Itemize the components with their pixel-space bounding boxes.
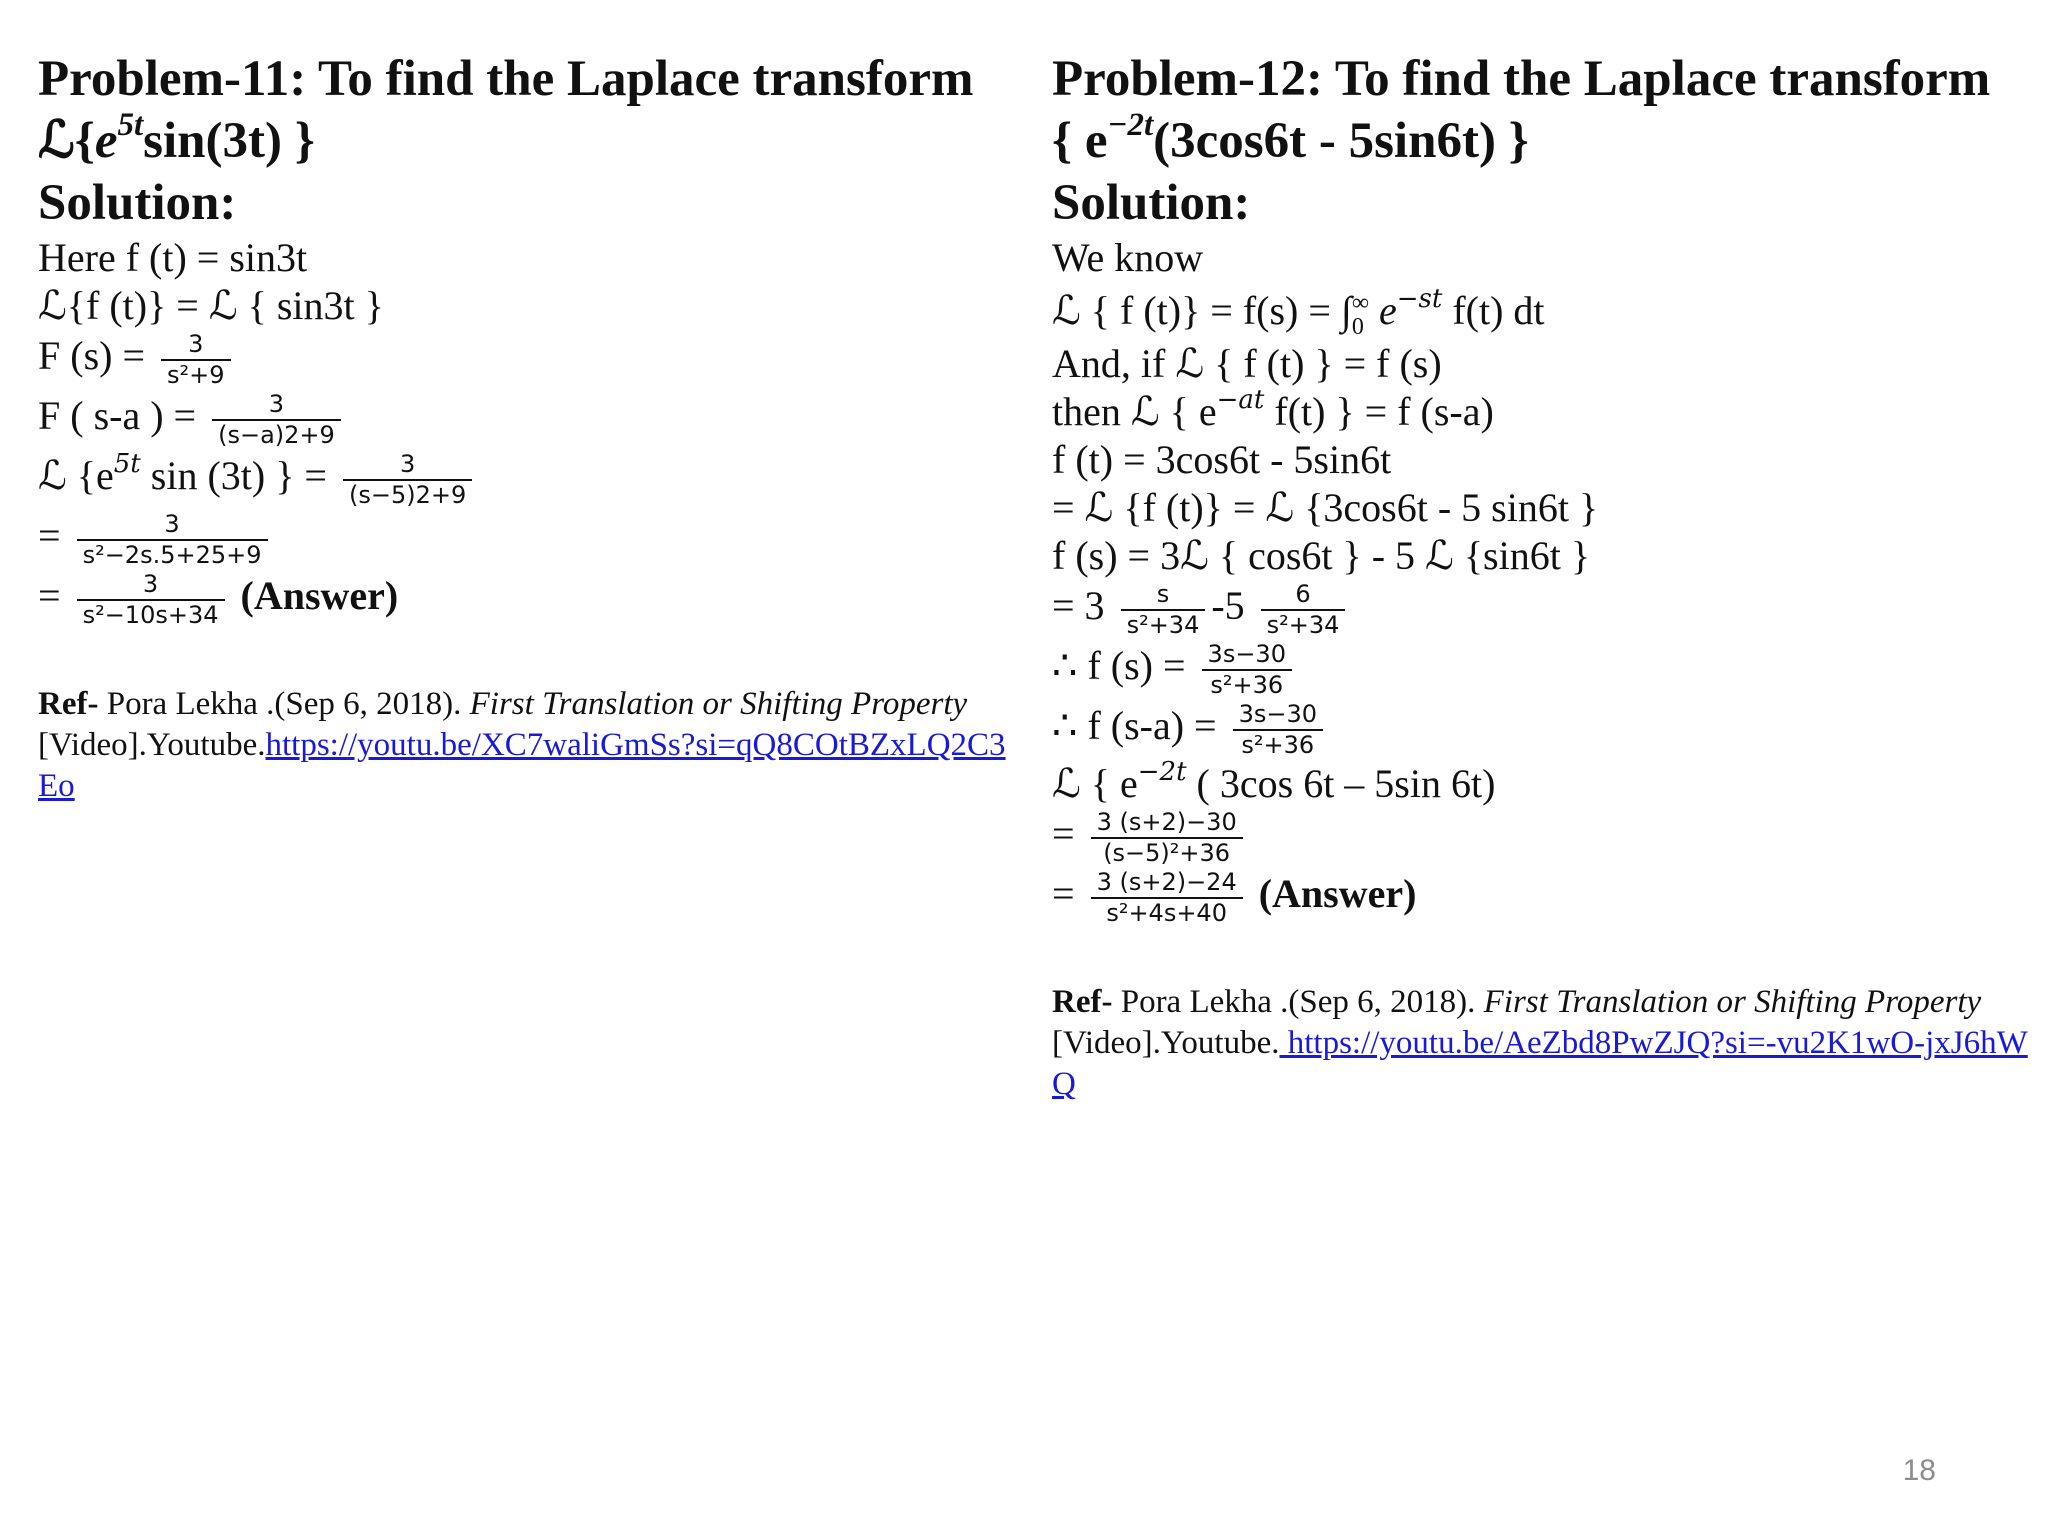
problem-11-section: [38, 48, 1018, 807]
reference-link[interactable]: https://youtu.be/XC7waliGmSs?si=qQ8COtBZxLQ2C3Eo: [38, 727, 1006, 804]
step-line: ℒ { f (t)} = f(s) = ∫ ∞ 0 $e^{-st}$ f(t) dt: [1052, 284, 1545, 340]
step-line: = 3 $\frac{s}{\text{s²+34}}$ -5 $\frac{6}{\text{s²+34}}$: [1052, 580, 2032, 640]
solution-label: Solution:: [38, 175, 237, 231]
step-line: ∴ f (s-a) = $\frac{3s-30}{\text{s²+36}}$: [1052, 700, 2032, 760]
problem-12-section: [1052, 48, 2032, 1105]
reference: Ref- Pora Lekha .(Sep 6, 2018). First Translation or Shifting Property [Video].Youtube.https://youtu.be/XC7waliGmSs?si=qQ8COtBZxLQ2C3Eo: [38, 686, 1006, 804]
answer-label: (Answer): [240, 573, 399, 619]
reference-link[interactable]: https://youtu.be/AeZbd8PwZJQ?si=-vu2K1wO-jxJ6hWQ: [1052, 1025, 2028, 1102]
problem-12-title: Problem-12: To find the Laplace transform: [1052, 51, 1991, 107]
step-line: ℒ { $e^{-2t}$ ( 3cos 6t – 5sin 6t): [1052, 757, 1496, 806]
step-line: ℒ{f (t)} = ℒ { sin3t }: [38, 283, 384, 328]
problem-11-expression: $ℒ\{e^{5t}\sin(3t)$ }: [38, 107, 315, 169]
page-number: 18: [1902, 1454, 1936, 1487]
reference: Ref- Pora Lekha .(Sep 6, 2018). First Translation or Shifting Property [Video].Youtube. https://youtu.be/AeZbd8PwZJQ?si=-vu2K1wO-jxJ6hWQ: [1052, 984, 2028, 1102]
step-line: = $\frac{3}{\text{s²−2s.5+25+9}}$: [38, 510, 1018, 570]
fraction: $\frac{3}{\text{s²−2s.5+25+9}}$: [77, 510, 268, 570]
answer-label: (Answer): [1258, 871, 1417, 917]
fraction: $\frac{s}{\text{s²+34}}$: [1121, 580, 1206, 640]
fraction: $\frac{3}{\text{s²+9}}$: [161, 330, 231, 390]
solution-label: Solution:: [1052, 175, 1251, 231]
step-line: We know: [1052, 235, 1204, 280]
step-line: = $\frac{3}{\text{s²−10s+34}}$ (Answer): [38, 570, 399, 629]
fraction: $\frac{3}{\text{s²−10s+34}}$: [77, 570, 225, 630]
step-line: F ( s-a ) = $\frac{3}{(s-a)2+9}$: [38, 390, 1018, 450]
step-line: F (s) = $\frac{3}{\text{s²+9}}$: [38, 330, 1018, 390]
step-line: f (s) = 3ℒ { cos6t } - 5 ℒ {sin6t }: [1052, 533, 1591, 578]
step-line: ∴ f (s) = $\frac{3s-30}{\text{s²+36}}$: [1052, 640, 2032, 700]
step-line: then ℒ { $e^{-at}$ f(t) } = f (s-a): [1052, 385, 1494, 434]
step-line: = $\frac{3 (s+2)-30}{\text{(s−5)²+36}}$: [1052, 808, 2032, 868]
fraction: $\frac{3}{(s-5)2+9}$: [343, 450, 472, 510]
step-line: Here f (t) = sin3t: [38, 235, 308, 280]
fraction: $\frac{3}{(s-a)2+9}$: [212, 390, 341, 450]
problem-11-title: Problem-11: To find the Laplace transform: [38, 51, 974, 107]
fraction: $\frac{3 (s+2)-24}{\text{s²+4s+40}}$: [1091, 868, 1243, 928]
step-line: = $\frac{3 (s+2)-24}{\text{s²+4s+40}}$ (Answer): [1052, 868, 1417, 927]
fraction: $\frac{6}{\text{s²+34}}$: [1261, 580, 1346, 640]
step-line: And, if ℒ { f (t) } = f (s): [1052, 341, 1442, 386]
step-line: f (t) = 3cos6t - 5sin6t: [1052, 437, 1392, 482]
step-line: = ℒ {f (t)} = ℒ {3cos6t - 5 sin6t }: [1052, 485, 1599, 530]
step-line: ℒ {$e^{5t}$ sin (3t) } = $\frac{3}{(s-5)2+9}$: [38, 450, 1018, 510]
problem-12-expression: { $e^{-2t}(3\cos 6t - 5\sin 6t)$ }: [1052, 107, 1529, 169]
fraction: $\frac{3s-30}{\text{s²+36}}$: [1233, 700, 1323, 760]
fraction: $\frac{3 (s+2)-30}{\text{(s−5)²+36}}$: [1091, 808, 1243, 868]
fraction: $\frac{3s-30}{\text{s²+36}}$: [1202, 640, 1292, 700]
